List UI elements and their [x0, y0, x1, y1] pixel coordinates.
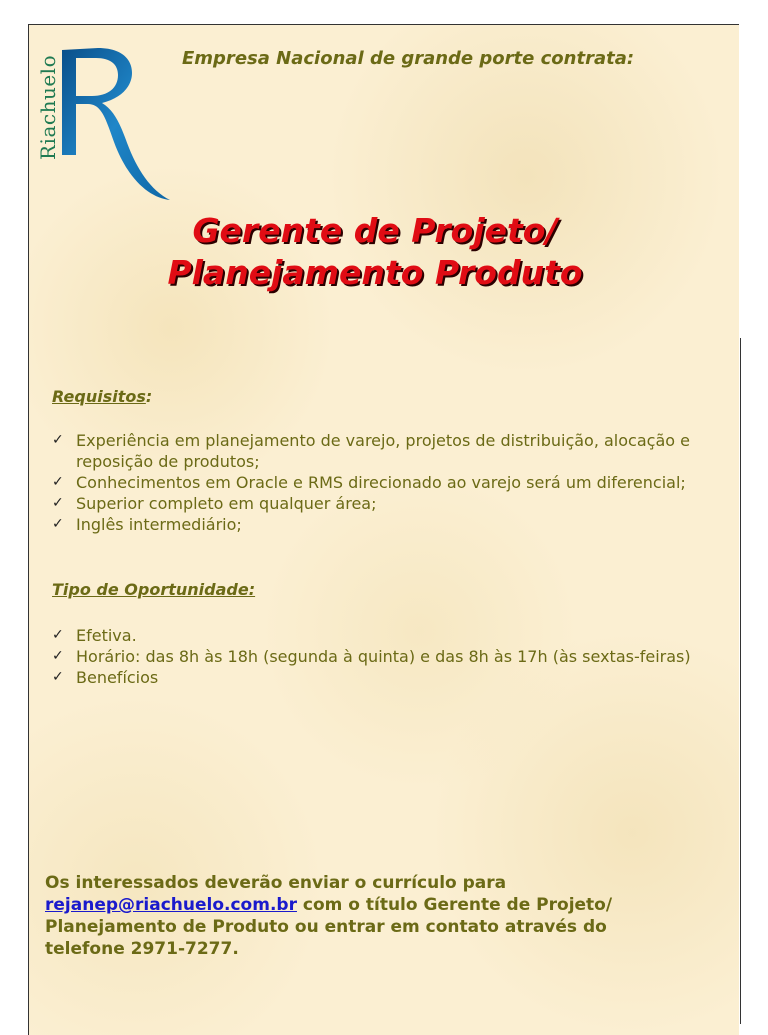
job-title-line-2: Planejamento Produto: [167, 253, 583, 292]
contact-text-details: com o título Gerente de Projeto/ Planejamento de Produto ou entrar em contato através do telefone 2971-7277.: [45, 895, 613, 959]
riachuelo-r-logo-icon: [40, 40, 175, 205]
opportunity-heading: [52, 580, 255, 599]
job-title-line-1: Gerente de Projeto/: [192, 211, 558, 250]
list-item: ✓ Superior completo em qualquer área;: [52, 494, 377, 513]
company-tagline: Empresa Nacional de grande porte contrata:: [182, 48, 635, 69]
list-item: ✓ Benefícios: [52, 668, 159, 687]
list-item: ✓ Efetiva.: [52, 626, 137, 645]
opportunity-heading-text: Tipo de Oportunidade:: [52, 580, 256, 599]
checkmark-icon: ✓: [52, 648, 64, 664]
list-item: ✓ Horário: das 8h às 18h (segunda à quinta) e das 8h às 17h (às sextas-feiras): [52, 647, 691, 666]
checkmark-icon: ✓: [52, 495, 64, 511]
contact-paragraph: [45, 872, 685, 960]
contact-email-link[interactable]: rejanep@riachuelo.com.br: [45, 895, 297, 915]
list-item: ✓ Inglês intermediário;: [52, 515, 242, 534]
checkmark-icon: ✓: [52, 516, 64, 532]
job-title: [100, 210, 650, 294]
requirements-heading: [52, 387, 152, 406]
page-border: [740, 338, 741, 1024]
list-item: ✓ Experiência em planejamento de varejo, projetos de distribuição, alocação e reposição de produtos;: [52, 431, 690, 471]
requirements-list: [52, 430, 692, 535]
requirements-heading-colon: :: [145, 387, 153, 406]
checkmark-icon: ✓: [52, 474, 64, 490]
contact-text-intro: Os interessados deverão enviar o currículo para: [45, 873, 507, 893]
checkmark-icon: ✓: [52, 669, 64, 685]
requirements-heading-text: Requisitos: [52, 387, 146, 406]
list-item: ✓ Conhecimentos em Oracle e RMS direcionado ao varejo será um diferencial;: [52, 473, 686, 492]
checkmark-icon: ✓: [52, 627, 64, 643]
opportunity-list: [52, 625, 692, 688]
logo-wordmark: Riachuelo: [36, 54, 60, 160]
checkmark-icon: ✓: [52, 432, 64, 448]
